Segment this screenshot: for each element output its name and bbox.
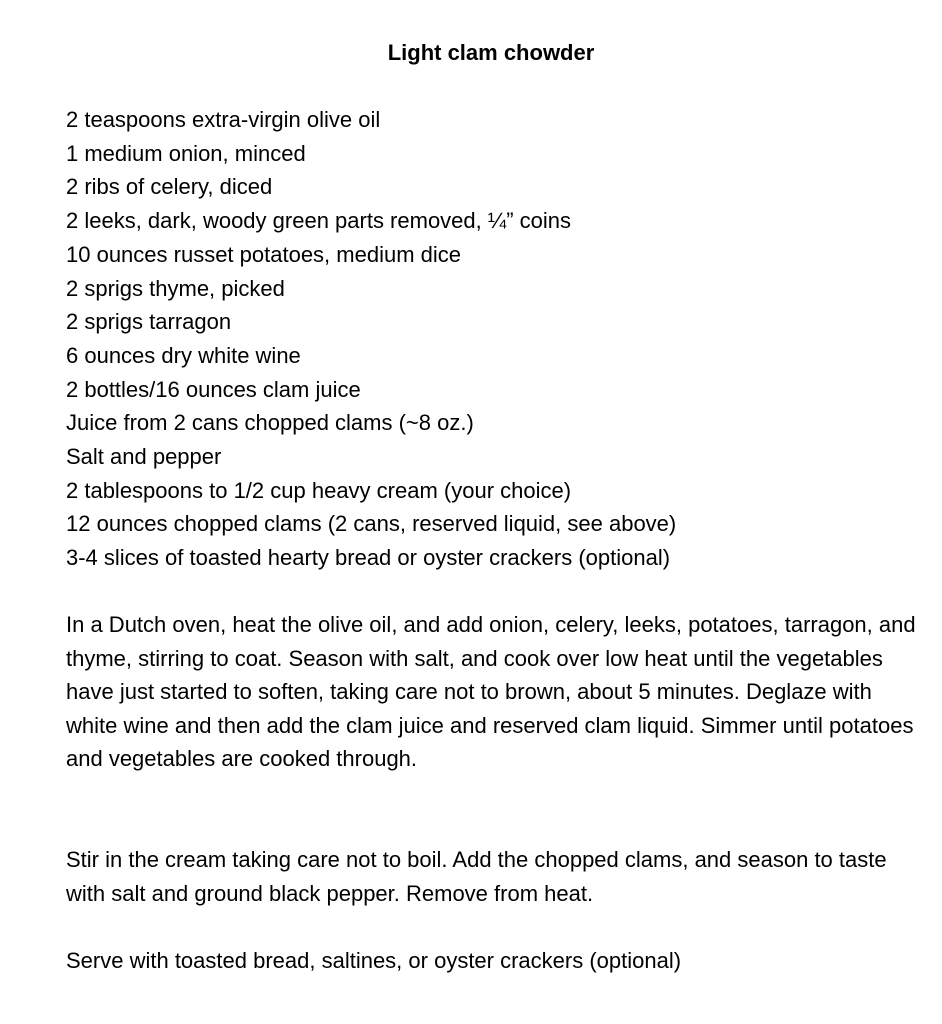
ingredient-item: 6 ounces dry white wine	[66, 342, 301, 368]
ingredient-item: 2 sprigs thyme, picked	[66, 275, 285, 301]
ingredient-item: 2 ribs of celery, diced	[66, 174, 273, 200]
ingredient-item: 2 sprigs tarragon	[66, 309, 232, 335]
ingredient-item: 2 teaspoons extra-virgin olive oil	[66, 107, 381, 132]
instruction-paragraph: In a Dutch oven, heat the olive oil, and add onion, celery, leeks, potatoes, tarragon, and thyme, stirring to coat. Season with salt, and cook over low heat until the vegetables have just started to soften, taking care not to brown, about 5 minutes. Deglaze with white wine and then add the clam juice and reserved clam liquid. Simmer until potatoes and vegetables are cooked through.	[66, 612, 916, 772]
instruction-paragraph: Stir in the cream taking care not to boil. Add the chopped clams, and season to taste with salt and ground black pepper. Remove from heat.	[66, 847, 887, 906]
ingredient-item: 3-4 slices of toasted hearty bread or oyster crackers (optional)	[66, 545, 671, 571]
ingredient-item: Juice from 2 cans chopped clams (~8 oz.)	[66, 410, 474, 436]
instruction-paragraph: Serve with toasted bread, saltines, or oyster crackers (optional)	[66, 948, 682, 973]
ingredient-item: 12 ounces chopped clams (2 cans, reserved liquid, see above)	[66, 511, 677, 537]
ingredient-item: 2 tablespoons to 1/2 cup heavy cream (your choice)	[66, 477, 572, 503]
ingredient-item: 2 leeks, dark, woody green parts removed, ¼” coins	[66, 208, 572, 234]
ingredient-item: Salt and pepper	[66, 444, 222, 470]
ingredient-item: 1 medium onion, minced	[66, 140, 306, 166]
ingredient-item: 10 ounces russet potatoes, medium dice	[66, 241, 462, 267]
ingredients-list	[66, 103, 676, 575]
ingredient-item: 2 bottles/16 ounces clam juice	[66, 376, 361, 402]
recipe-title: Light clam chowder	[387, 40, 595, 65]
